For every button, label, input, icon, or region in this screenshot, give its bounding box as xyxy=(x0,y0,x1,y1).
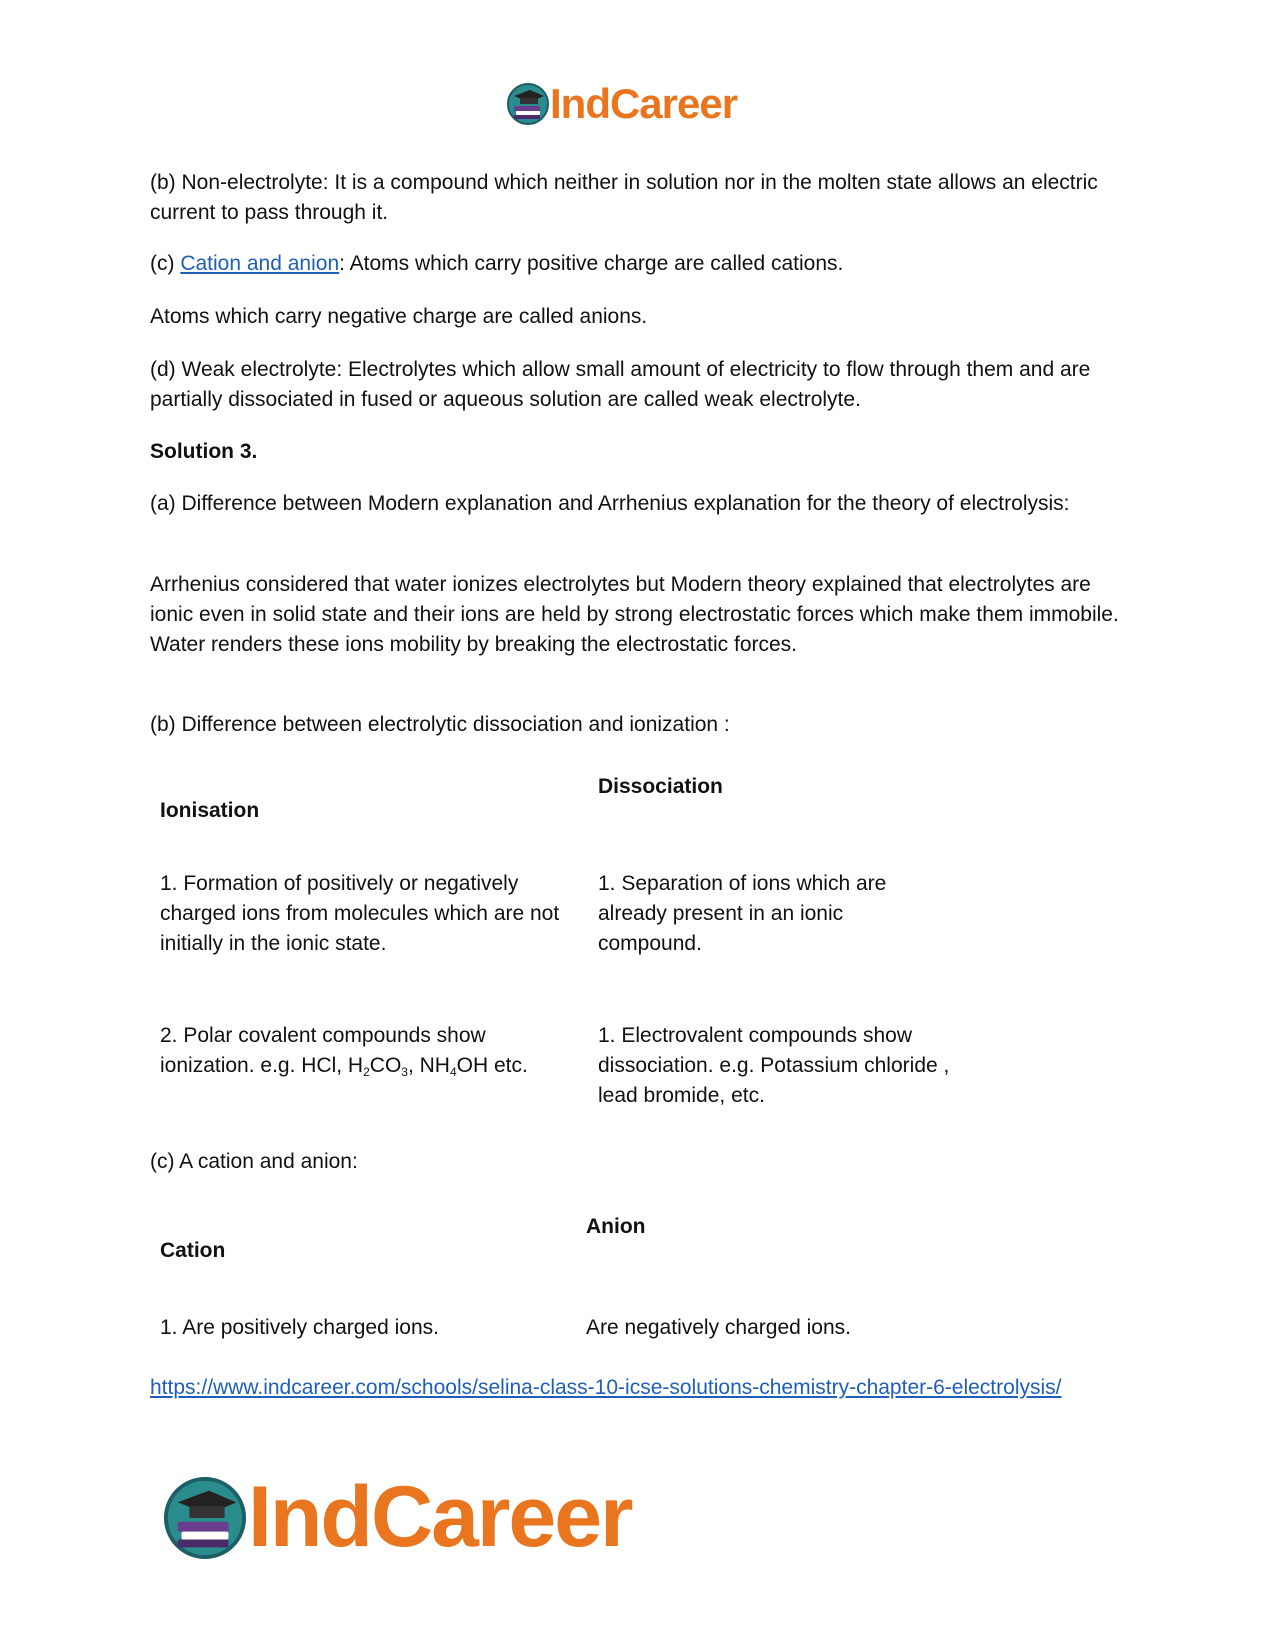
paragraph-cation-anion xyxy=(150,249,1130,279)
brand-logo-top xyxy=(506,80,737,128)
paragraph-cation-anion-title: (c) A cation and anion: xyxy=(150,1150,358,1173)
paragraph-prefix: (c) xyxy=(150,252,181,275)
brand-name: IndCareer xyxy=(248,1469,632,1565)
paragraph-arrhenius: Arrhenius considered that water ionizes electrolytes but Modern theory explained that electrolytes are ionic even in solid state and their ions are held by strong electrostatic forces which make them immobile. Water renders these ions mobility by breaking the electrostatic forces. xyxy=(150,573,1119,656)
paragraph-rest: : Atoms which carry positive charge are called cations. xyxy=(339,252,844,275)
paragraph-difference-dissociation: (b) Difference between electrolytic dissociation and ionization : xyxy=(150,713,730,736)
brand-logo-bottom xyxy=(162,1468,632,1567)
table-header-dissociation: Dissociation xyxy=(598,775,723,798)
paragraph-weak-electrolyte: (d) Weak electrolyte: Electrolytes which allow small amount of electricity to flow through them and are partially dissociated in fused or aqueous solution are called weak electrolyte. xyxy=(150,358,1091,411)
paragraph-non-electrolyte: (b) Non-electrolyte: It is a compound which neither in solution nor in the molten state allows an electric current to pass through it. xyxy=(150,171,1098,224)
graduation-cap-book-icon xyxy=(162,1475,248,1561)
table-header-ionisation: Ionisation xyxy=(160,799,260,822)
heading-solution-3: Solution 3. xyxy=(150,440,258,463)
table-cell: 1. Separation of ions which are already present in an ionic compound. xyxy=(598,872,887,955)
graduation-cap-book-icon xyxy=(506,82,550,126)
table-cell: 2. Polar covalent compounds show ionization. e.g. HCl, $H_2CO_3$, $NH_4OH$ etc. xyxy=(160,1024,528,1079)
table-cell: 1. Electrovalent compounds show dissociation. e.g. Potassium chloride , lead bromide, etc. xyxy=(598,1024,950,1107)
brand-name: IndCareer xyxy=(550,80,738,127)
paragraph-difference-explanation: (a) Difference between Modern explanation and Arrhenius explanation for the theory of electrolysis: xyxy=(150,492,1070,515)
paragraph-anions: Atoms which carry negative charge are called anions. xyxy=(150,305,648,328)
table-cell: 1. Formation of positively or negatively charged ions from molecules which are not initially in the ionic state. xyxy=(160,872,560,955)
table-header-cation: Cation xyxy=(160,1239,226,1262)
footer-source-link[interactable]: https://www.indcareer.com/schools/selina-class-10-icse-solutions-chemistry-chapter-6-electrolysis/ xyxy=(150,1376,1062,1399)
table-cell: 1. Are positively charged ions. xyxy=(160,1316,439,1339)
cation-anion-link[interactable]: Cation and anion xyxy=(180,252,340,275)
table-header-anion: Anion xyxy=(586,1215,646,1238)
table-cell: Are negatively charged ions. xyxy=(586,1316,851,1339)
